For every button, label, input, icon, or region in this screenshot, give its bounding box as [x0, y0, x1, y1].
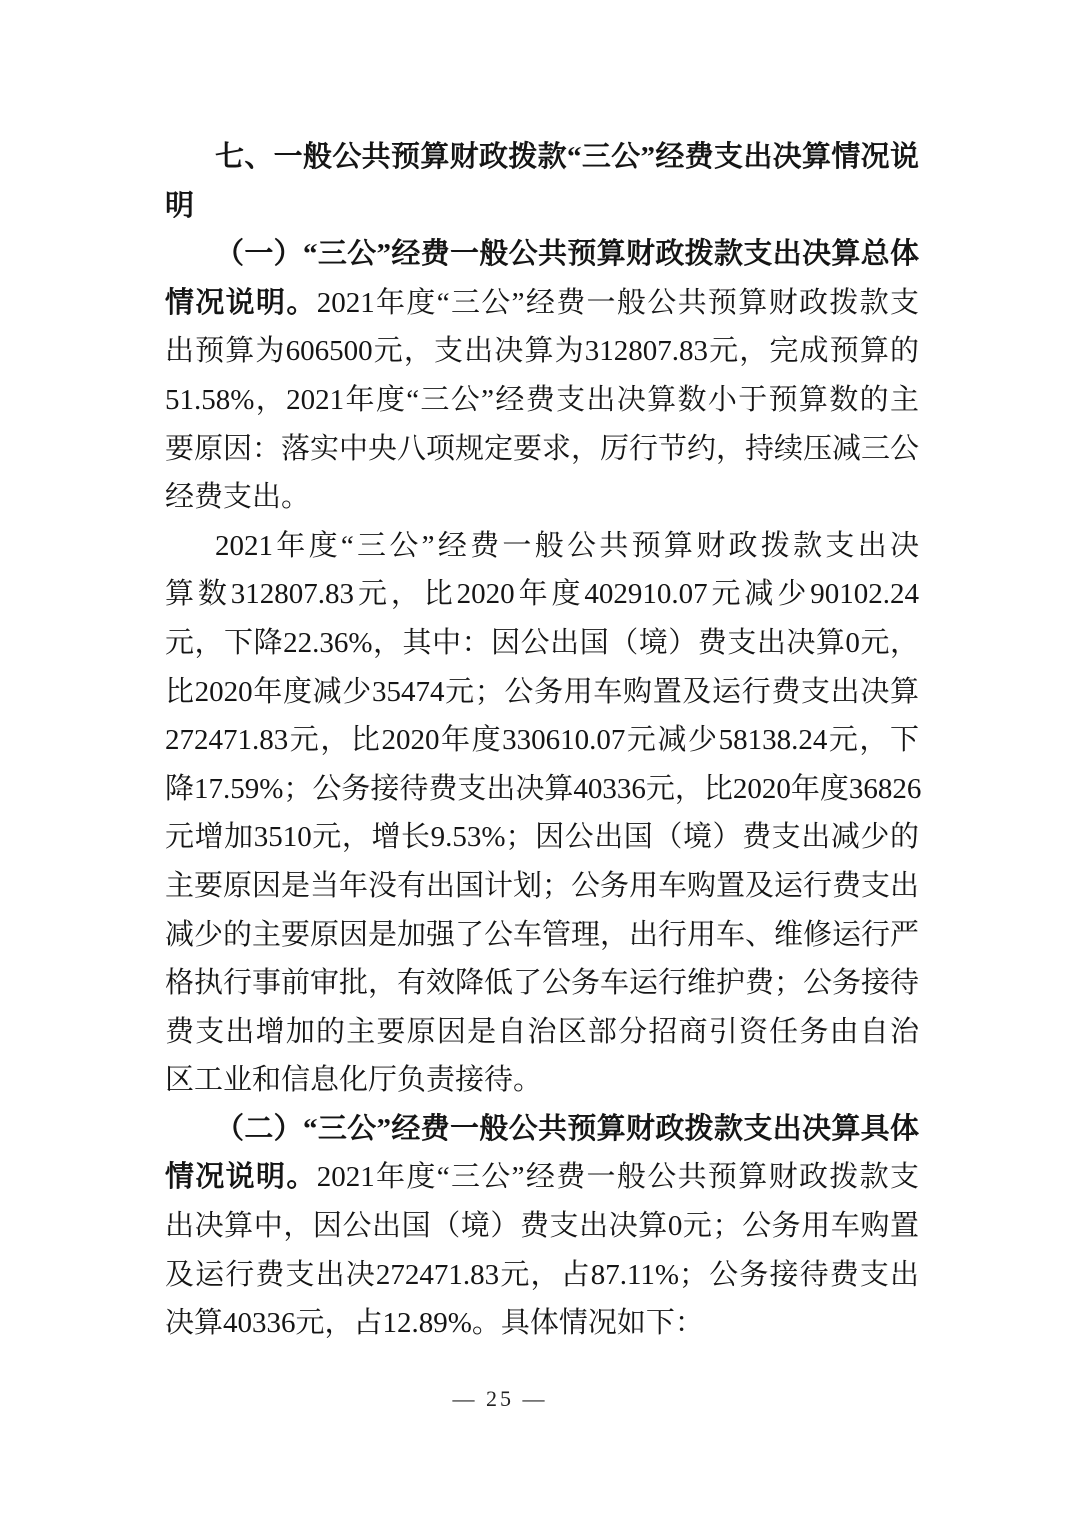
text-line: 主要原因是当年没有出国计划；公务用车购置及运行费支出	[165, 869, 920, 902]
document-body	[165, 133, 922, 1348]
text-line: （二）“三公”经费一般公共预算财政拨款支出决算具体	[215, 1112, 919, 1145]
text-line: 减少的主要原因是加强了公车管理，出行用车、维修运行严	[165, 918, 920, 951]
text-line: 决算40336元，占12.89%。具体情况如下：	[165, 1307, 704, 1340]
text-line: 比2020年度减少35474元；公务用车购置及运行费支出决算	[165, 675, 919, 708]
text-line: 元，下降22.36%，其中：因公出国（境）费支出决算0元，	[165, 626, 919, 659]
text-line: 元增加3510元，增长9.53%；因公出国（境）费支出减少的	[165, 821, 919, 854]
text-line: 出预算为606500元，支出决算为312807.83元，完成预算的	[165, 335, 919, 368]
text-line: 费支出增加的主要原因是自治区部分招商引资任务由自治	[165, 1015, 919, 1048]
text-line: 经费支出。	[165, 481, 311, 514]
text-line: 情况说明。2021年度“三公”经费一般公共预算财政拨款支	[165, 1161, 919, 1194]
text-line: （一）“三公”经费一般公共预算财政拨款支出决算总体	[215, 238, 919, 271]
text-line: 出决算中，因公出国（境）费支出决算0元；公务用车购置	[165, 1210, 919, 1243]
text-line: 明	[165, 189, 195, 222]
text-line: 降17.59%；公务接待费支出决算40336元，比2020年度36826	[165, 772, 922, 805]
text-line: 2021年度“三公”经费一般公共预算财政拨款支出决	[215, 529, 919, 562]
page-number: — 25 —	[452, 1386, 548, 1411]
text-line: 51.58%，2021年度“三公”经费支出决算数小于预算数的主	[165, 383, 919, 416]
text-line: 及运行费支出决272471.83元，占87.11%；公务接待费支出	[165, 1258, 919, 1291]
text-line: 算数312807.83元，比2020年度402910.07元减少90102.24	[165, 578, 919, 611]
text-line: 区工业和信息化厅负责接待。	[165, 1064, 543, 1097]
text-line: 要原因：落实中央八项规定要求，厉行节约，持续压减三公	[165, 432, 920, 465]
text-line-bold-lead: 情况说明。	[165, 286, 317, 319]
text-line: 情况说明。2021年度“三公”经费一般公共预算财政拨款支	[165, 286, 919, 319]
text-line-bold-lead: 情况说明。	[165, 1161, 317, 1194]
text-line: 格执行事前审批，有效降低了公务车运行维护费；公务接待	[165, 967, 920, 1000]
text-line: 272471.83元，比2020年度330610.07元减少58138.24元，下	[165, 724, 919, 757]
text-line: 七、一般公共预算财政拨款“三公”经费支出决算情况说	[215, 141, 919, 173]
